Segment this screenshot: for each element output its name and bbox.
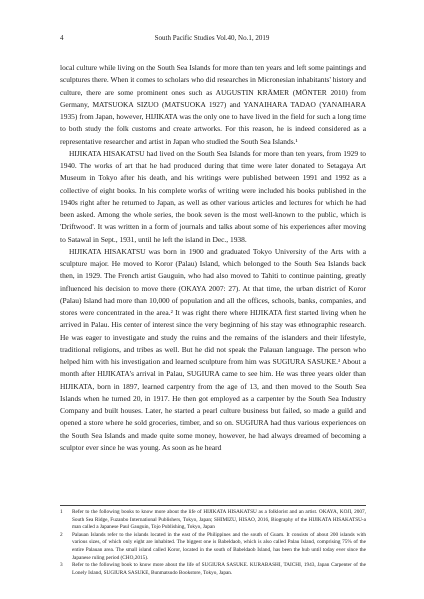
footnotes [60,505,366,577]
paragraph: HIJIKATA HISAKATSU had lived on the South Sea Islands for more than ten years, from 1929 to 1940. The works of art that he had produced during that time were later donated to Setagaya Art Museum in Tokyo after his death, and his writings were published between 1991 and 1992 as a collective of eight books. In his complete works of writing were included his books published in the 1940s right after he returned to Japan, as well as other various articles and lectures for which he had been asked. Among the whole series, the book seven is the most well-known to the public, which is 'Driftwood'. It was written in a form of journals and talks about some of his experiences after moving to Satawal in Sept., 1931, until he left the island in Dec., 1938. [60,148,366,244]
footnote-text: Refer to the following book to know more about the life of SUGIURA SASUKE. KURABASHI, TAICHI, 1943, Japan Carpenter of the Lonely Island, SUGIURA SASUKE, Bunmatsudo Bookstore, Tokyo, Japan. [72,562,366,576]
footnote-text: Refer to the following books to know more about the life of HIJIKATA HISAKATSU as a folklorist and an artist. OKAYA, KOJI, 2007, South Sea Ridge, Fuzanbo International Publishers, Tokyo, Japan; SHIMIZU, HISAO, 2016, Biography of the HIJIKATA HISAKATSU-a man called a Japanese Paul Gauguin, Tojo Publishing, Tokyo, Japan [72,509,366,531]
footnote-number: 1 [60,509,63,515]
footnote [60,532,366,562]
paragraph: HIJIKATA HISAKATSU was born in 1900 and graduated Tokyo University of the Arts with a sculpture major. He moved to Koror (Palau) Island, which belonged to the South Sea Islands back then, in 1929. The French artist Gauguin, who had also moved to Tahiti to continue painting, greatly influenced his decision to move there (OKAYA 2007: 27). At that time, the urban district of Koror (Palau) Island had more than 10,000 of population and all the offices, schools, banks, companies, and stores were concentrated in the area.² It was right there where HIJIKATA first started living when he arrived in Palau. His center of interest since the very beginning of his stay was ethnographic research. He was eager to investigate and study the ruins and the remains of the islanders and their lifestyle, traditional religions, and tribes as well. But he did not speak the Palauan language. The person who helped him with his investigation and learned sculpture from him was SUGIURA SASUKE.³ About a month after HIJIKATA's arrival in Palau, SUGIURA came to see him. He was three years older than HIJIKATA, born in 1897, learned carpentry from the age of 13, and then moved to the South Sea Islands when he turned 20, in 1917. He then got employed as a carpenter by the South Sea Industry Company and built houses. Later, he started a pearl culture business but failed, so made a guild and opened a store where he sold groceries, timber, and so on. SUGIURA had thus various experiences on the South Sea Islands and made quite some money, however, he had always dreamed of becoming a sculptor ever since he was young. As soon as he heard [60,246,366,452]
body-text [60,62,366,454]
running-title: South Pacific Studies Vol.40, No.1, 2019 [154,34,270,42]
page-number: 4 [60,34,64,42]
footnote-number: 2 [60,531,63,538]
footnote [60,509,366,532]
footnote-number: 3 [60,562,63,569]
page-header [60,32,364,44]
footnote-text: Palauan Islands refer to the islands located in the east of the Philippines and the south of Guam. It consists of about 200 islands with various sizes, of which only eight are inhabited. The biggest one is Babeldaob, which is also called Palau Island, comprising 75% of the entire Palauan area. The small island called Koror, located in the south of Babeldaob Island, has been the hub until today ever since the Japanese ruling period (CHO,2015). [72,531,366,561]
footnote [60,562,366,577]
paragraph: local culture while living on the South Sea Islands for more than ten years and left some paintings and sculptures there. When it comes to scholars who did researches in Micronesian inhabitants' history and culture, there are some prominent ones such as AUGUSTIN KRÄMER (MÖNTER 2010) from Germany, MATSUOKA SIZUO (MATSUOKA 1927) and YANAIHARA TADAO (YANAIHARA 1935) from Japan, however, HIJIKATA was the only one to have lived in the field for such a long time to both study the folk customs and create artworks. For this reason, he is indeed considered as a representative researcher and artist in Japan who studied the South Sea Islands.¹ [60,63,366,146]
